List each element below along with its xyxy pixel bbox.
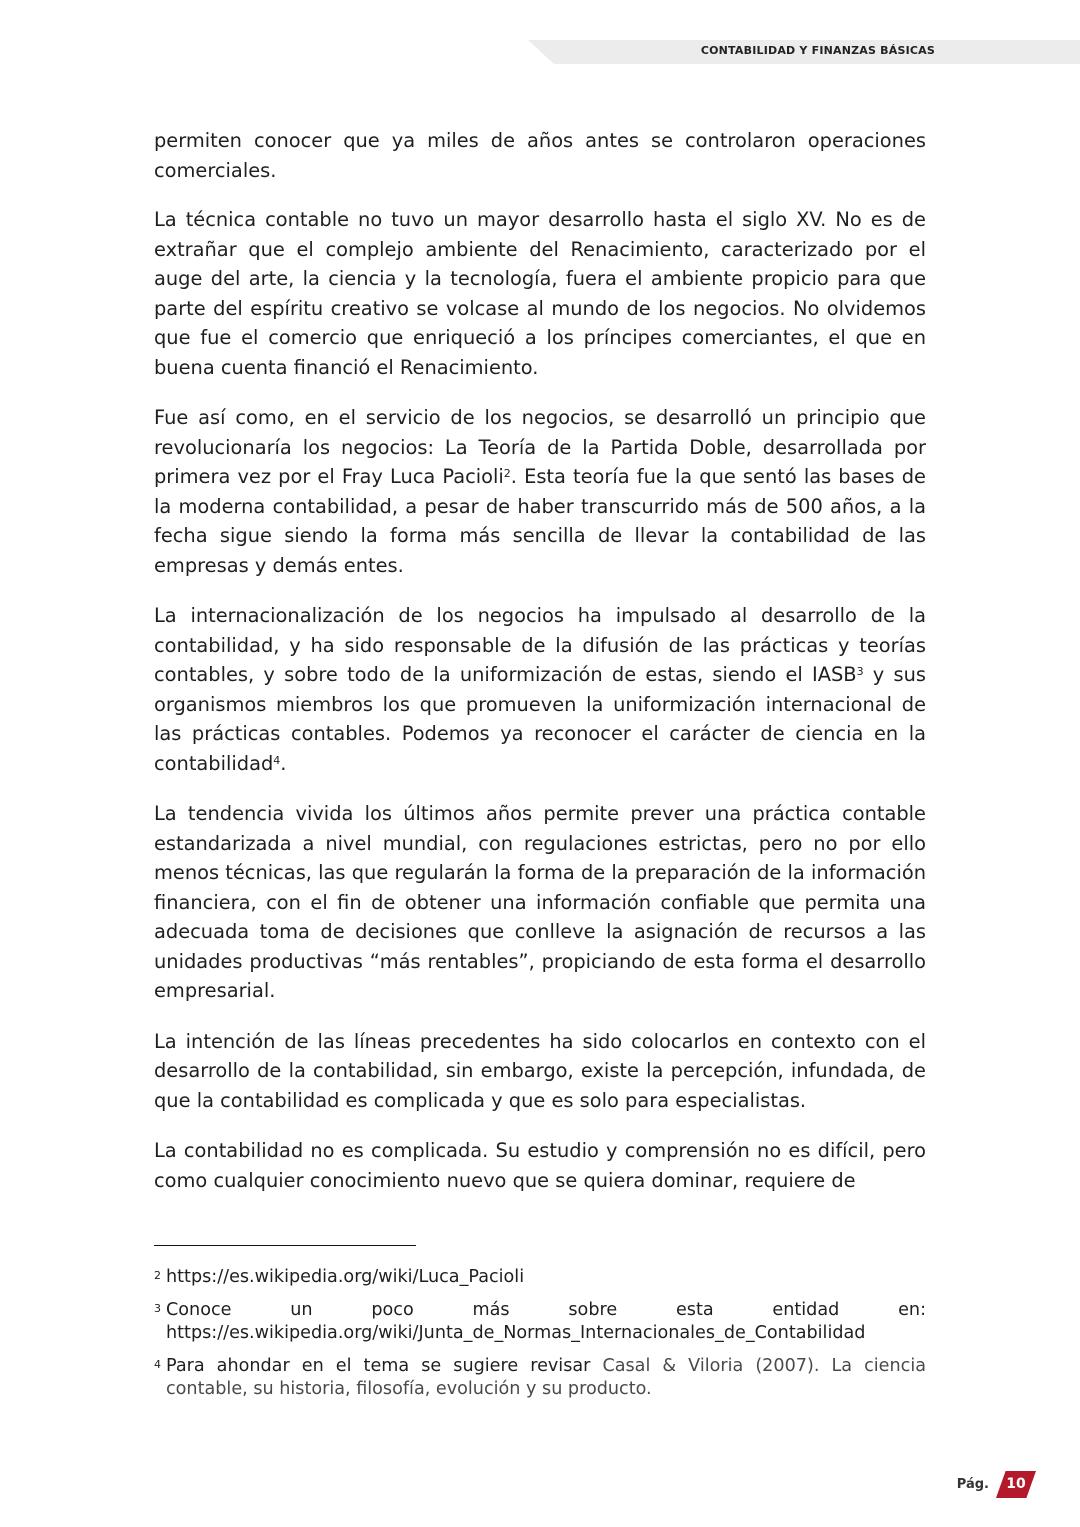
paragraph: permiten conocer que ya miles de años antes se controlaron operaciones comerciales. [154, 129, 926, 182]
paragraph-text: y sus organismos miembros los que promueven la uniformización internacional de las prácticas contables. Podemos ya reconocer el carácter de ciencia en la contabilidad [154, 663, 926, 775]
paragraph-text: Fue así como, en el servicio de los negocios, se desarrolló un principio que revolucionaría los negocios: La Teoría de la Partida Doble, desarrollada por primera vez por el Fray Luca Pacioli [154, 406, 926, 488]
paragraph: La contabilidad no es complicada. Su estudio y comprensión no es difícil, pero como cualquier conocimiento nuevo que se quiera dominar, requiere de [154, 1139, 926, 1192]
footnote-text: Conoce un poco más sobre esta entidad en: https://es.wikipedia.org/wiki/Junta_de_Normas_Internacionales_de_Contabilidad [166, 1300, 926, 1343]
paragraph-text: La internacionalización de los negocios ha impulsado al desarrollo de la contabilidad, y ha sido responsable de la difusión de las prácticas y teorías contables, y sobre todo de la uniformización de estas, siendo el IASB [154, 604, 926, 686]
body-text [154, 126, 926, 1216]
footnote-item [154, 1355, 926, 1401]
footnote-reference: Casal & Viloria (2007). La ciencia contable, su historia, filosofía, evolución y su producto. [166, 1356, 926, 1399]
footnote-separator [154, 1245, 416, 1246]
footnotes [154, 1266, 926, 1411]
paragraph: La tendencia vivida los últimos años permite prever una práctica contable estandarizada a nivel mundial, con regulaciones estrictas, pero no por ello menos técnicas, las que regularán la forma de la preparación de la información financiera, con el fin de obtener una información confiable que permita una adecuada toma de decisiones que conlleve la asignación de recursos a las unidades productivas “más rentables”, propiciando de esta forma el desarrollo empresarial. [154, 802, 926, 1002]
page-number: 10 [1006, 1476, 1026, 1492]
footnote-item [154, 1299, 926, 1345]
paragraph-text: . [280, 751, 287, 775]
footnote-marker: 4 [273, 753, 281, 767]
footnote-marker: 2 [503, 467, 511, 480]
running-header-title: CONTABILIDAD Y FINANZAS BÁSICAS [700, 44, 935, 57]
page-label: Pág. [956, 1477, 989, 1492]
paragraph-text: . Esta teoría fue la que sentó las bases de la moderna contabilidad, a pesar de haber transcurrido más de 500 años, a la fecha sigue siendo la forma más sencilla de llevar la contabilidad de las empresas y demás entes. [154, 465, 926, 577]
footnote-number: 3 [154, 1302, 161, 1315]
footnote-text: Para ahondar en el tema se sugiere revisar [166, 1356, 603, 1376]
footnote-link[interactable]: https://es.wikipedia.org/wiki/Luca_Pacioli [166, 1267, 525, 1287]
paragraph: La intención de las líneas precedentes ha sido colocarlos en contexto con el desarrollo de la contabilidad, sin embargo, existe la percepción, infundada, de que la contabilidad es complicada y que es solo para especialistas. [154, 1029, 926, 1112]
paragraph: La técnica contable no tuvo un mayor desarrollo hasta el siglo XV. No es de extrañar que el complejo ambiente del Renacimiento, caracterizado por el auge del arte, la ciencia y la tecnología, fuera el ambiente propicio para que parte del espíritu creativo se volcase al mundo de los negocios. No olvidemos que fue el comercio que enriqueció a los príncipes comerciantes, el que en buena cuenta financió el Renacimiento. [154, 208, 926, 379]
paragraph [154, 403, 926, 580]
paragraph [154, 601, 926, 778]
footnote-marker: 3 [856, 665, 864, 678]
footnote-number: 4 [154, 1358, 161, 1371]
footnote-item [154, 1266, 926, 1289]
footnote-number: 2 [154, 1269, 161, 1282]
